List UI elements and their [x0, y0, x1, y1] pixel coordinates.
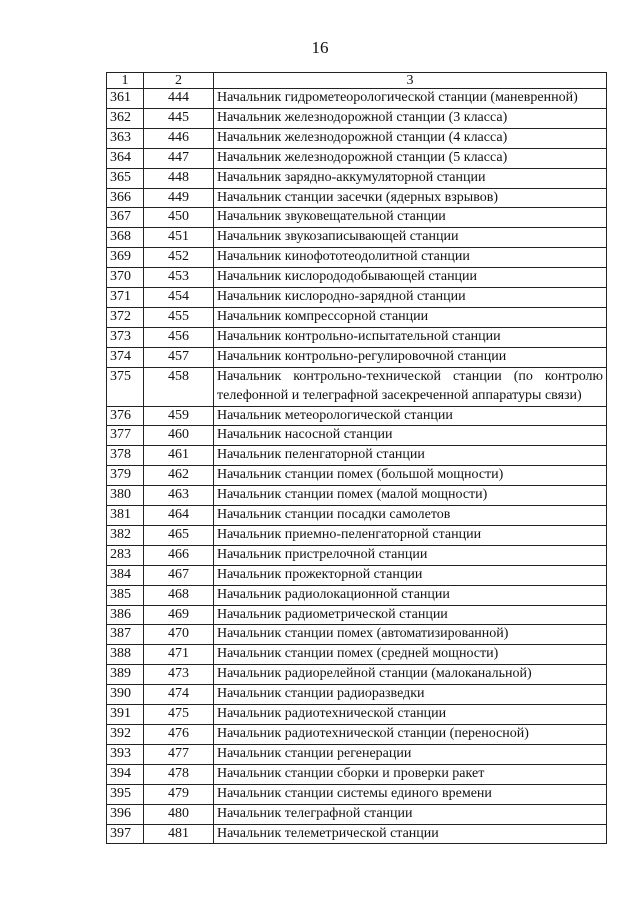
position-code: 460	[144, 426, 214, 446]
position-title: Начальник метеорологической станции	[214, 406, 607, 426]
table-row	[107, 307, 607, 327]
row-number: 365	[107, 168, 144, 188]
position-title: Начальник компрессорной станции	[214, 307, 607, 327]
position-title: Начальник станции помех (автоматизированной)	[214, 625, 607, 645]
row-number: 381	[107, 506, 144, 526]
table-row	[107, 625, 607, 645]
header-col-1: 1	[107, 73, 144, 89]
row-number: 372	[107, 307, 144, 327]
position-code: 471	[144, 645, 214, 665]
position-code: 464	[144, 506, 214, 526]
position-code: 475	[144, 705, 214, 725]
position-title: Начальник станции системы единого времени	[214, 784, 607, 804]
table-body	[107, 89, 607, 844]
position-title: Начальник станции помех (малой мощности)	[214, 486, 607, 506]
row-number: 361	[107, 89, 144, 109]
position-code: 462	[144, 466, 214, 486]
position-title: Начальник контрольно-испытательной станции	[214, 327, 607, 347]
row-number: 368	[107, 228, 144, 248]
position-code: 476	[144, 725, 214, 745]
header-col-2: 2	[144, 73, 214, 89]
position-code: 448	[144, 168, 214, 188]
position-code: 458	[144, 367, 214, 406]
table-row	[107, 128, 607, 148]
table-row	[107, 665, 607, 685]
table-row	[107, 585, 607, 605]
position-title: Начальник контрольно-регулировочной станции	[214, 347, 607, 367]
row-number: 380	[107, 486, 144, 506]
position-title: Начальник железнодорожной станции (5 класса)	[214, 148, 607, 168]
position-title: Начальник кислородно-зарядной станции	[214, 288, 607, 308]
position-title: Начальник радиотехнической станции (переносной)	[214, 725, 607, 745]
row-number: 392	[107, 725, 144, 745]
row-number: 385	[107, 585, 144, 605]
row-number: 395	[107, 784, 144, 804]
position-title: Начальник кислорододобывающей станции	[214, 268, 607, 288]
row-number: 369	[107, 248, 144, 268]
table-row	[107, 486, 607, 506]
position-code: 478	[144, 764, 214, 784]
position-code: 444	[144, 89, 214, 109]
row-number: 393	[107, 744, 144, 764]
table-row	[107, 108, 607, 128]
position-code: 461	[144, 446, 214, 466]
table-row	[107, 327, 607, 347]
row-number: 389	[107, 665, 144, 685]
position-title: Начальник станции сборки и проверки ракет	[214, 764, 607, 784]
row-number: 283	[107, 545, 144, 565]
table-row	[107, 446, 607, 466]
position-code: 469	[144, 605, 214, 625]
position-code: 473	[144, 665, 214, 685]
position-code: 451	[144, 228, 214, 248]
position-title: Начальник радиорелейной станции (малоканальной)	[214, 665, 607, 685]
table-row	[107, 804, 607, 824]
position-title: Начальник радиотехнической станции	[214, 705, 607, 725]
position-title: Начальник контрольно-технической станции (по контролю телефонной и телеграфной засекреченной аппаратуры связи)	[214, 367, 607, 406]
table-row	[107, 645, 607, 665]
position-title: Начальник железнодорожной станции (4 класса)	[214, 128, 607, 148]
position-code: 446	[144, 128, 214, 148]
position-code: 450	[144, 208, 214, 228]
position-title: Начальник прожекторной станции	[214, 565, 607, 585]
position-title: Начальник станции посадки самолетов	[214, 506, 607, 526]
position-title: Начальник телеграфной станции	[214, 804, 607, 824]
row-number: 377	[107, 426, 144, 446]
table-row	[107, 685, 607, 705]
position-code: 470	[144, 625, 214, 645]
position-code: 481	[144, 824, 214, 844]
table-row	[107, 565, 607, 585]
position-code: 445	[144, 108, 214, 128]
position-code: 452	[144, 248, 214, 268]
row-number: 384	[107, 565, 144, 585]
row-number: 363	[107, 128, 144, 148]
position-code: 479	[144, 784, 214, 804]
table-row	[107, 466, 607, 486]
position-title: Начальник звукозаписывающей станции	[214, 228, 607, 248]
row-number: 367	[107, 208, 144, 228]
position-title: Начальник станции регенерации	[214, 744, 607, 764]
position-code: 449	[144, 188, 214, 208]
row-number: 397	[107, 824, 144, 844]
position-title: Начальник радиометрической станции	[214, 605, 607, 625]
table-row	[107, 705, 607, 725]
table-row	[107, 406, 607, 426]
row-number: 376	[107, 406, 144, 426]
table-row	[107, 605, 607, 625]
row-number: 374	[107, 347, 144, 367]
position-code: 466	[144, 545, 214, 565]
position-title: Начальник станции радиоразведки	[214, 685, 607, 705]
position-code: 457	[144, 347, 214, 367]
table-row	[107, 725, 607, 745]
table-row	[107, 268, 607, 288]
row-number: 396	[107, 804, 144, 824]
table-row	[107, 89, 607, 109]
row-number: 391	[107, 705, 144, 725]
table-row	[107, 347, 607, 367]
position-code: 465	[144, 525, 214, 545]
position-code: 477	[144, 744, 214, 764]
table-row	[107, 764, 607, 784]
row-number: 382	[107, 525, 144, 545]
row-number: 371	[107, 288, 144, 308]
position-code: 447	[144, 148, 214, 168]
position-code: 455	[144, 307, 214, 327]
row-number: 378	[107, 446, 144, 466]
row-number: 373	[107, 327, 144, 347]
row-number: 370	[107, 268, 144, 288]
row-number: 387	[107, 625, 144, 645]
position-code: 454	[144, 288, 214, 308]
table-row	[107, 248, 607, 268]
row-number: 390	[107, 685, 144, 705]
table-row	[107, 525, 607, 545]
position-code: 467	[144, 565, 214, 585]
row-number: 366	[107, 188, 144, 208]
position-title: Начальник пеленгаторной станции	[214, 446, 607, 466]
position-title: Начальник кинофототеодолитной станции	[214, 248, 607, 268]
position-title: Начальник станции засечки (ядерных взрывов)	[214, 188, 607, 208]
position-title: Начальник пристрелочной станции	[214, 545, 607, 565]
table-row	[107, 545, 607, 565]
position-code: 463	[144, 486, 214, 506]
position-code: 474	[144, 685, 214, 705]
position-title: Начальник насосной станции	[214, 426, 607, 446]
table-row	[107, 168, 607, 188]
page-number: 16	[311, 38, 329, 57]
table-row	[107, 228, 607, 248]
row-number: 362	[107, 108, 144, 128]
table-row	[107, 367, 607, 406]
table-row	[107, 784, 607, 804]
table-row	[107, 288, 607, 308]
row-number: 375	[107, 367, 144, 406]
table-row	[107, 148, 607, 168]
table-row	[107, 744, 607, 764]
row-number: 379	[107, 466, 144, 486]
table-header-row	[107, 73, 607, 89]
position-title: Начальник железнодорожной станции (3 класса)	[214, 108, 607, 128]
table-row	[107, 426, 607, 446]
header-col-3: 3	[214, 73, 607, 89]
position-code: 456	[144, 327, 214, 347]
position-title: Начальник звуковещательной станции	[214, 208, 607, 228]
position-title: Начальник телеметрической станции	[214, 824, 607, 844]
position-title: Начальник радиолокационной станции	[214, 585, 607, 605]
table-row	[107, 824, 607, 844]
position-code: 453	[144, 268, 214, 288]
position-title: Начальник гидрометеорологической станции (маневренной)	[214, 89, 607, 109]
table-row	[107, 208, 607, 228]
table-row	[107, 188, 607, 208]
row-number: 364	[107, 148, 144, 168]
positions-table	[106, 72, 607, 844]
position-code: 459	[144, 406, 214, 426]
row-number: 394	[107, 764, 144, 784]
position-title: Начальник станции помех (средней мощности)	[214, 645, 607, 665]
row-number: 386	[107, 605, 144, 625]
position-title: Начальник станции помех (большой мощности)	[214, 466, 607, 486]
position-code: 480	[144, 804, 214, 824]
position-title: Начальник зарядно-аккумуляторной станции	[214, 168, 607, 188]
row-number: 388	[107, 645, 144, 665]
position-title: Начальник приемно-пеленгаторной станции	[214, 525, 607, 545]
position-code: 468	[144, 585, 214, 605]
table-row	[107, 506, 607, 526]
